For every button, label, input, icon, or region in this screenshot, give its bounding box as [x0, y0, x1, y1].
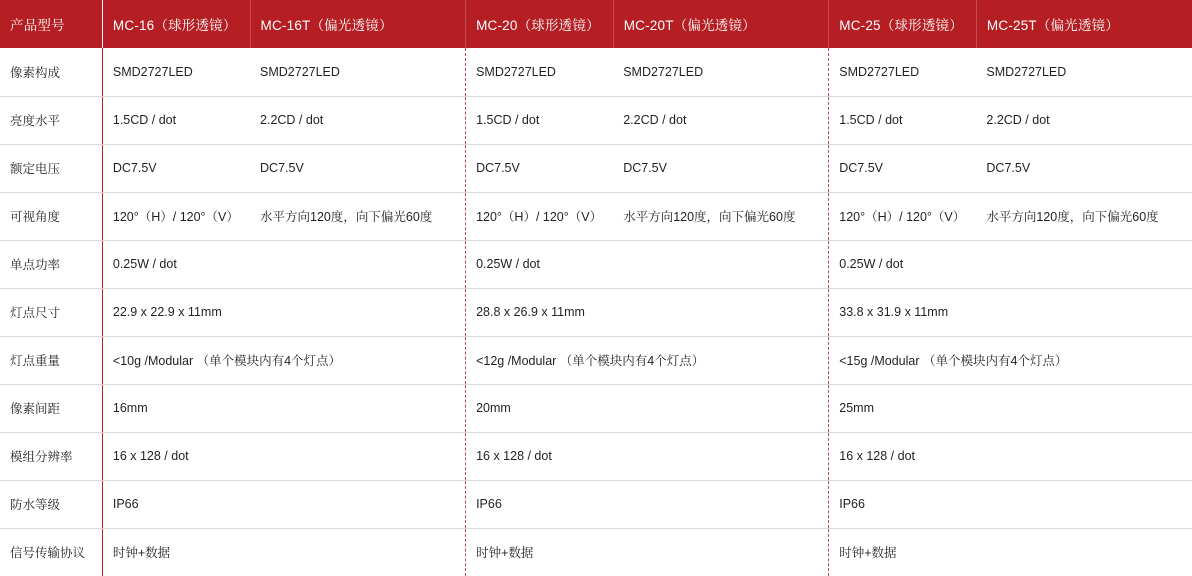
row-label: 额定电压 — [0, 144, 102, 192]
row-cell: 时钟+数据 — [102, 528, 465, 576]
row-cell: IP66 — [466, 480, 829, 528]
row-cell: 33.8 x 31.9 x 11mm — [829, 288, 1192, 336]
row-cell: 水平方向120度，向下偏光60度 — [250, 192, 466, 240]
row-cell: 16 x 128 / dot — [102, 432, 465, 480]
row-cell: <12g /Modular （单个模块内有4个灯点） — [466, 336, 829, 384]
table-row — [0, 96, 1192, 144]
row-cell: SMD2727LED — [829, 48, 977, 96]
row-cell: 28.8 x 26.9 x 11mm — [466, 288, 829, 336]
row-cell: DC7.5V — [976, 144, 1192, 192]
table-row — [0, 192, 1192, 240]
table-row — [0, 528, 1192, 576]
table-row — [0, 288, 1192, 336]
row-cell: 120°（H）/ 120°（V） — [102, 192, 250, 240]
row-label: 亮度水平 — [0, 96, 102, 144]
row-cell: SMD2727LED — [976, 48, 1192, 96]
row-label: 单点功率 — [0, 240, 102, 288]
row-cell: IP66 — [102, 480, 465, 528]
row-cell: 2.2CD / dot — [613, 96, 829, 144]
row-cell: IP66 — [829, 480, 1192, 528]
row-label: 防水等级 — [0, 480, 102, 528]
row-cell: <10g /Modular （单个模块内有4个灯点） — [102, 336, 465, 384]
row-cell: 16 x 128 / dot — [466, 432, 829, 480]
table-row — [0, 384, 1192, 432]
row-cell: SMD2727LED — [250, 48, 466, 96]
row-cell: DC7.5V — [250, 144, 466, 192]
row-label: 像素间距 — [0, 384, 102, 432]
table-row — [0, 240, 1192, 288]
row-cell: DC7.5V — [466, 144, 614, 192]
row-cell: SMD2727LED — [466, 48, 614, 96]
row-cell: 120°（H）/ 120°（V） — [466, 192, 614, 240]
header-cell-mc16t: MC-16T（偏光透镜） — [250, 0, 466, 48]
row-cell: 1.5CD / dot — [829, 96, 977, 144]
table-header-row — [0, 0, 1192, 48]
row-cell: 0.25W / dot — [466, 240, 829, 288]
row-cell: 时钟+数据 — [829, 528, 1192, 576]
header-cell-mc16: MC-16（球形透镜） — [102, 0, 250, 48]
row-cell: 16mm — [102, 384, 465, 432]
table-row — [0, 48, 1192, 96]
row-cell: 1.5CD / dot — [466, 96, 614, 144]
row-cell: 水平方向120度，向下偏光60度 — [613, 192, 829, 240]
row-cell: <15g /Modular （单个模块内有4个灯点） — [829, 336, 1192, 384]
table-body — [0, 48, 1192, 576]
row-cell: SMD2727LED — [102, 48, 250, 96]
row-cell: 20mm — [466, 384, 829, 432]
header-cell-mc25t: MC-25T（偏光透镜） — [976, 0, 1192, 48]
header-cell-mc25: MC-25（球形透镜） — [829, 0, 977, 48]
table-head — [0, 0, 1192, 48]
row-label: 像素构成 — [0, 48, 102, 96]
header-cell-mc20: MC-20（球形透镜） — [466, 0, 614, 48]
table-row — [0, 432, 1192, 480]
row-cell: 时钟+数据 — [466, 528, 829, 576]
table-row — [0, 480, 1192, 528]
row-cell: 25mm — [829, 384, 1192, 432]
row-label: 灯点重量 — [0, 336, 102, 384]
row-cell: 1.5CD / dot — [102, 96, 250, 144]
row-cell: 2.2CD / dot — [250, 96, 466, 144]
table-row — [0, 144, 1192, 192]
row-cell: 水平方向120度，向下偏光60度 — [976, 192, 1192, 240]
row-cell: DC7.5V — [829, 144, 977, 192]
row-cell: 22.9 x 22.9 x 11mm — [102, 288, 465, 336]
row-cell: DC7.5V — [613, 144, 829, 192]
row-cell: 0.25W / dot — [829, 240, 1192, 288]
row-cell: 120°（H）/ 120°（V） — [829, 192, 977, 240]
row-label: 信号传输协议 — [0, 528, 102, 576]
row-cell: 16 x 128 / dot — [829, 432, 1192, 480]
row-cell: 2.2CD / dot — [976, 96, 1192, 144]
row-label: 可视角度 — [0, 192, 102, 240]
table-row — [0, 336, 1192, 384]
row-label: 灯点尺寸 — [0, 288, 102, 336]
row-cell: 0.25W / dot — [102, 240, 465, 288]
row-cell: DC7.5V — [102, 144, 250, 192]
header-cell-mc20t: MC-20T（偏光透镜） — [613, 0, 829, 48]
header-cell-label: 产品型号 — [0, 0, 102, 48]
row-cell: SMD2727LED — [613, 48, 829, 96]
row-label: 模组分辨率 — [0, 432, 102, 480]
